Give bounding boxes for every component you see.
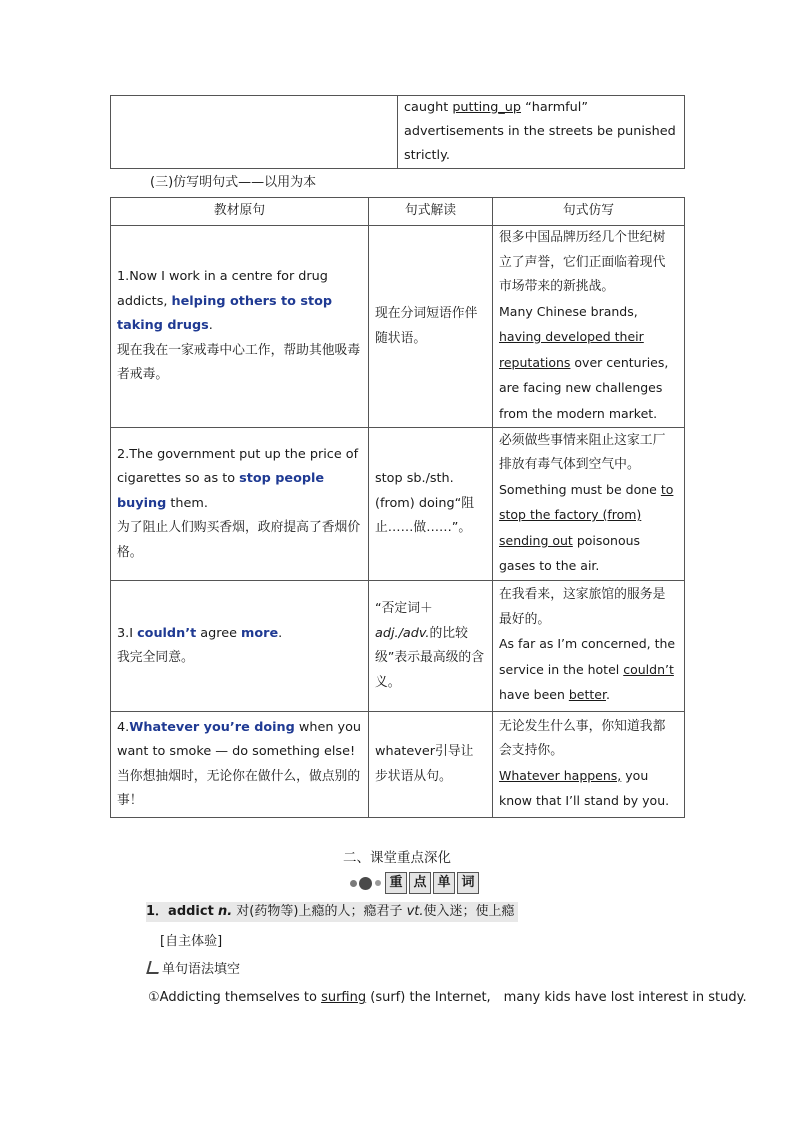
answer-underline: better (568, 687, 606, 703)
header-cell: 教材原句 (111, 198, 369, 226)
vocab-definition: 对(药物等)上瘾的人；瘾君子 (236, 904, 403, 919)
header-cell: 句式解读 (369, 198, 493, 226)
expl-cell: 现在分词短语作伴随状语。 (369, 226, 493, 428)
expl-cell: stop sb./sth.(from) doing“阻止……做……”。 (369, 428, 493, 581)
dot-icon (375, 880, 381, 886)
vocab-item (146, 902, 518, 922)
dot-icon (350, 880, 357, 887)
highlight: Whatever you’re doing (129, 719, 295, 735)
vocab-definition: 使入迷；使上瘾 (423, 904, 515, 919)
translation: 现在我在一家戒毒中心工作，帮助其他吸毒者戒毒。 (117, 342, 361, 383)
orig-cell (111, 428, 369, 581)
self-check-label: [自主体验] (160, 934, 223, 949)
text: 3.I (117, 625, 138, 641)
imit-cn: 很多中国品牌历经几个世纪树立了声誉，它们正面临着现代市场带来的新挑战。 (499, 230, 666, 294)
answer-underline: surfing (321, 990, 367, 1005)
text: . (208, 318, 213, 334)
part-of-speech: vt. (406, 904, 424, 919)
top-table (110, 95, 685, 169)
highlight: helping others to stop taking drugs (117, 293, 333, 334)
text: adj./adv. (375, 625, 430, 641)
answer-underline: to stop the factory (from) sending out (499, 481, 674, 548)
vocab-number: 1． (146, 904, 169, 919)
orig-cell (111, 226, 369, 428)
highlight: couldn’t (137, 625, 197, 641)
text: 4. (117, 719, 130, 735)
text: have been (499, 687, 569, 703)
answer-underline: couldn’t (623, 661, 674, 677)
text: when you want to smoke — do something else! (117, 719, 362, 759)
highlight: more (241, 625, 279, 641)
text: . (278, 625, 283, 641)
fill-in-title (148, 958, 240, 977)
translation: 为了阻止人们购买香烟，政府提高了香烟价格。 (117, 520, 361, 560)
text: (surf) the Internet, many kids have lost interest in study. (366, 990, 747, 1005)
imit-cell (493, 226, 685, 428)
orig-cell (111, 581, 369, 712)
expl-cell (369, 581, 493, 712)
part-of-speech: n. (217, 904, 233, 919)
answer-underline: putting_up (452, 100, 522, 115)
fill-in-title-text: 单句语法填空 (162, 962, 241, 977)
table-row (111, 712, 685, 818)
dot-icon (359, 877, 372, 890)
text: 的比较级”表示最高级的含义。 (375, 625, 485, 690)
vocab-word: addict (168, 904, 214, 919)
imit-cn: 必须做些事情来阻止这家工厂排放有毒气体到空气中。 (499, 432, 666, 472)
text: . (605, 687, 610, 703)
text: As far as I’m concerned, the service in the hotel (499, 636, 676, 677)
text: “否定词＋ (375, 601, 433, 616)
text: “harmful” advertisements in the streets be punished strictly. (404, 100, 676, 163)
imit-cn: 无论发生什么事，你知道我都会支持你。 (499, 718, 666, 758)
translation: 当你想抽烟时，无论你在做什么，做点别的事！ (117, 768, 361, 808)
top-table-left-cell (111, 96, 398, 169)
banner-char: 点 (409, 872, 431, 894)
highlight: stop people buying (117, 471, 325, 511)
pencil-icon (146, 961, 161, 974)
text: caught (404, 100, 453, 115)
sentence-table (110, 197, 685, 818)
imit-cell (493, 428, 685, 581)
text: agree (196, 625, 242, 641)
imit-cn: 在我看来，这家旅馆的服务是最好的。 (499, 587, 666, 627)
expl-cell: whatever引导让步状语从句。 (369, 712, 493, 818)
header-cell: 句式仿写 (493, 198, 685, 226)
table-header-row (111, 198, 685, 226)
text: Many Chinese brands, (499, 303, 638, 319)
text: over centuries, are facing new challenges from the modern market. (499, 354, 669, 421)
section-3-title: (三)仿写明句式——以用为本 (150, 175, 317, 190)
banner-char: 重 (385, 872, 407, 894)
key-words-banner (350, 872, 479, 894)
imit-cell (493, 712, 685, 818)
banner-char: 词 (457, 872, 479, 894)
orig-cell (111, 712, 369, 818)
question-1 (148, 986, 747, 1005)
text: Something must be done (499, 481, 661, 497)
text: 1.Now I work in a centre for drug addicts, (117, 269, 328, 309)
imit-cell (493, 581, 685, 712)
text: 2.The government put up the price of cigarettes so as to (117, 446, 359, 487)
text: them. (166, 495, 208, 511)
text: poisonous gases to the air. (499, 532, 641, 573)
table-row (111, 581, 685, 712)
answer-underline: Whatever happens, (499, 767, 622, 783)
top-table-right-cell (398, 96, 685, 169)
table-row (111, 428, 685, 581)
translation: 我完全同意。 (117, 650, 194, 665)
table-row (111, 226, 685, 428)
section-2-title: 二、课堂重点深化 (343, 850, 451, 866)
banner-char: 单 (433, 872, 455, 894)
text: ①Addicting themselves to (148, 990, 322, 1005)
answer-underline: having developed their reputations (499, 329, 644, 370)
text: you know that I’ll stand by you. (499, 767, 670, 808)
